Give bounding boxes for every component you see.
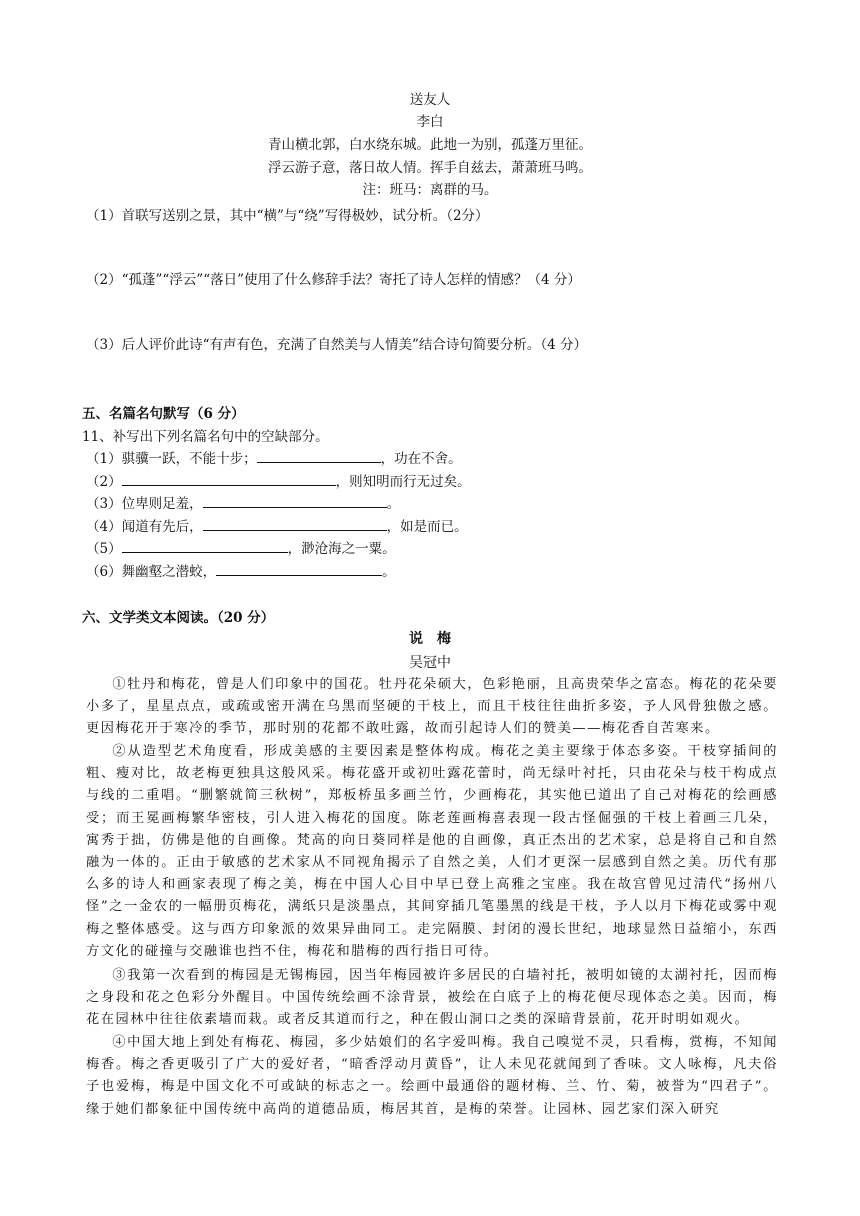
question-3: （3）后人评价此诗“有声有色，充满了自然美与人情美”结合诗句简要分析。（4 分）: [86, 337, 588, 353]
item-suffix: ，功在不舍。: [380, 451, 462, 467]
item-number: （2）: [86, 474, 122, 490]
poem-author: 李白: [416, 114, 444, 130]
essay-paragraph-3: ③我第一次看到的梅园是无锡梅园，因当年梅园被许多居民的白墙衬托，被明如镜的太湖衬托，因而梅之身段和花之色彩分外醒目。中国传统绘画不涂背景，被绘在白底子上的梅花便尽现体态之美。因而，梅花在园林中往往依素墙而栽。或者反其道而行之，种在假山洞口之类的深暗背景前，花开时明如观火。: [86, 968, 778, 1028]
question-1: （1）首联写送别之景，其中“横”与“绕”写得极妙，试分析。（2分）: [86, 208, 489, 224]
item-prefix: 闻道有先后，: [121, 519, 203, 535]
item-suffix: 。: [382, 564, 396, 580]
item-prefix: 位卑则足羞，: [121, 496, 203, 512]
answer-blank[interactable]: [203, 516, 387, 531]
fill-item-3: [86, 492, 400, 512]
answer-blank[interactable]: [203, 493, 387, 508]
poem-line-1: 青山横北郭，白水绕东城。此地一为别，孤蓬万里征。: [268, 137, 592, 153]
answer-blank[interactable]: [122, 471, 336, 486]
fill-item-5: [86, 537, 396, 557]
answer-blank[interactable]: [122, 538, 288, 553]
item-prefix: 骐骥一跃，不能十步；: [121, 451, 257, 467]
question-2: （2）“孤蓬”“浮云”“落日”使用了什么修辞手法？寄托了诗人怎样的情感？（4 分）: [86, 272, 581, 288]
fill-item-2: [86, 470, 471, 490]
item-suffix: ，渺沧海之一粟。: [287, 541, 396, 557]
item-prefix: 舞幽壑之潜蛟，: [121, 564, 217, 580]
item-number: （3）: [86, 496, 122, 512]
essay-paragraph-2: ②从造型艺术角度看，形成美感的主要因素是整体构成。梅花之美主要缘于体态多姿。干枝穿插间的粗、瘦对比，故老梅更独具这般风采。梅花盛开或初吐露花蕾时，尚无绿叶衬托，只由花朵与枝干构成点与线的二重唱。“删繁就简三秋树”，郑板桥虽多画兰竹，少画梅花，其实他已道出了自己对梅花的绘画感受；而王冕画梅繁华密枝，引人进入梅花的国度。陈老莲画梅喜表现一段古怪倔强的干枝上着画三几朵，寓秀于拙，仿佛是他的自画像。梵高的向日葵同样是他的自画像，真正杰出的艺术家，总是将自己和自然融为一体的。正由于敏感的艺术家从不同视角揭示了自然之美，人们才更深一层感到自然之美。历代有那么多的诗人和画家表现了梅之美，梅在中国人心目中早已登上高雅之宝座。我在故宫曾见过清代“扬州八怪”之一金农的一幅册页梅花，满纸只是淡墨点，其间穿插几笔墨黑的线是干枝，予人以月下梅花或雾中观梅之整体感受。这与西方印象派的效果异曲同工。走完隔膜、封闭的漫长世纪，地球显然日益缩小，东西方文化的碰撞与交融谁也挡不住，梅花和腊梅的西行指日可待。: [86, 744, 778, 959]
item-number: （6）: [86, 564, 122, 580]
fill-item-6: [86, 560, 396, 580]
answer-blank[interactable]: [216, 561, 382, 576]
item-number: （5）: [86, 541, 122, 557]
poem-note: 注：班马：离群的马。: [362, 182, 498, 198]
section-5-heading: 五、名篇名句默写（6 分）: [82, 406, 245, 422]
fill-item-1: [86, 447, 462, 467]
essay-title: 说 梅: [409, 631, 451, 647]
item-number: （4）: [86, 519, 122, 535]
item-suffix: 。: [386, 496, 401, 512]
poem-line-2: 浮云游子意，落日故人情。挥手自兹去，萧萧班马鸣。: [268, 160, 592, 176]
essay-paragraph-4: ④中国大地上到处有梅花、梅园，多少姑娘们的名字爱叫梅。我自己嗅觉不灵，只看梅，赏梅，不知闻梅香。梅之香更吸引了广大的爱好者，“暗香浮动月黄昏”，让人未见花就闻到了香味。文人咏梅，凡夫俗子也爱梅，梅是中国文化不可或缺的标志之一。绘画中最通俗的题材梅、兰、竹、菊，被誉为“四君子”。缘于她们都象征中国传统中高尚的道德品质，梅居其首，是梅的荣誉。让园林、园艺家们深入研究: [86, 1035, 778, 1117]
essay-paragraph-1: ①牡丹和梅花，曾是人们印象中的国花。牡丹花朵硕大，色彩艳丽，且高贵荣华之富态。梅花的花朵要小多了，星星点点，或疏或密开满在乌黑而坚硬的干枝上，而且干枝往往曲折多姿，予人风骨独傲之感。更因梅花开于寒冷的季节，那时别的花都不敢吐露，故而引起诗人们的赞美——梅花香自苦寒来。: [86, 677, 778, 737]
item-suffix: ，如是而已。: [386, 519, 468, 535]
section-5-intro: 11、补写出下列名篇名句中的空缺部分。: [82, 429, 329, 445]
fill-item-4: [86, 515, 468, 535]
item-suffix: ，则知明而行无过矣。: [335, 474, 471, 490]
answer-blank[interactable]: [257, 448, 381, 463]
poem-title: 送友人: [409, 92, 451, 108]
section-6-heading: 六、文学类文本阅读。（20 分）: [82, 610, 275, 626]
essay-author: 吴冠中: [409, 655, 451, 671]
item-number: （1）: [86, 451, 122, 467]
